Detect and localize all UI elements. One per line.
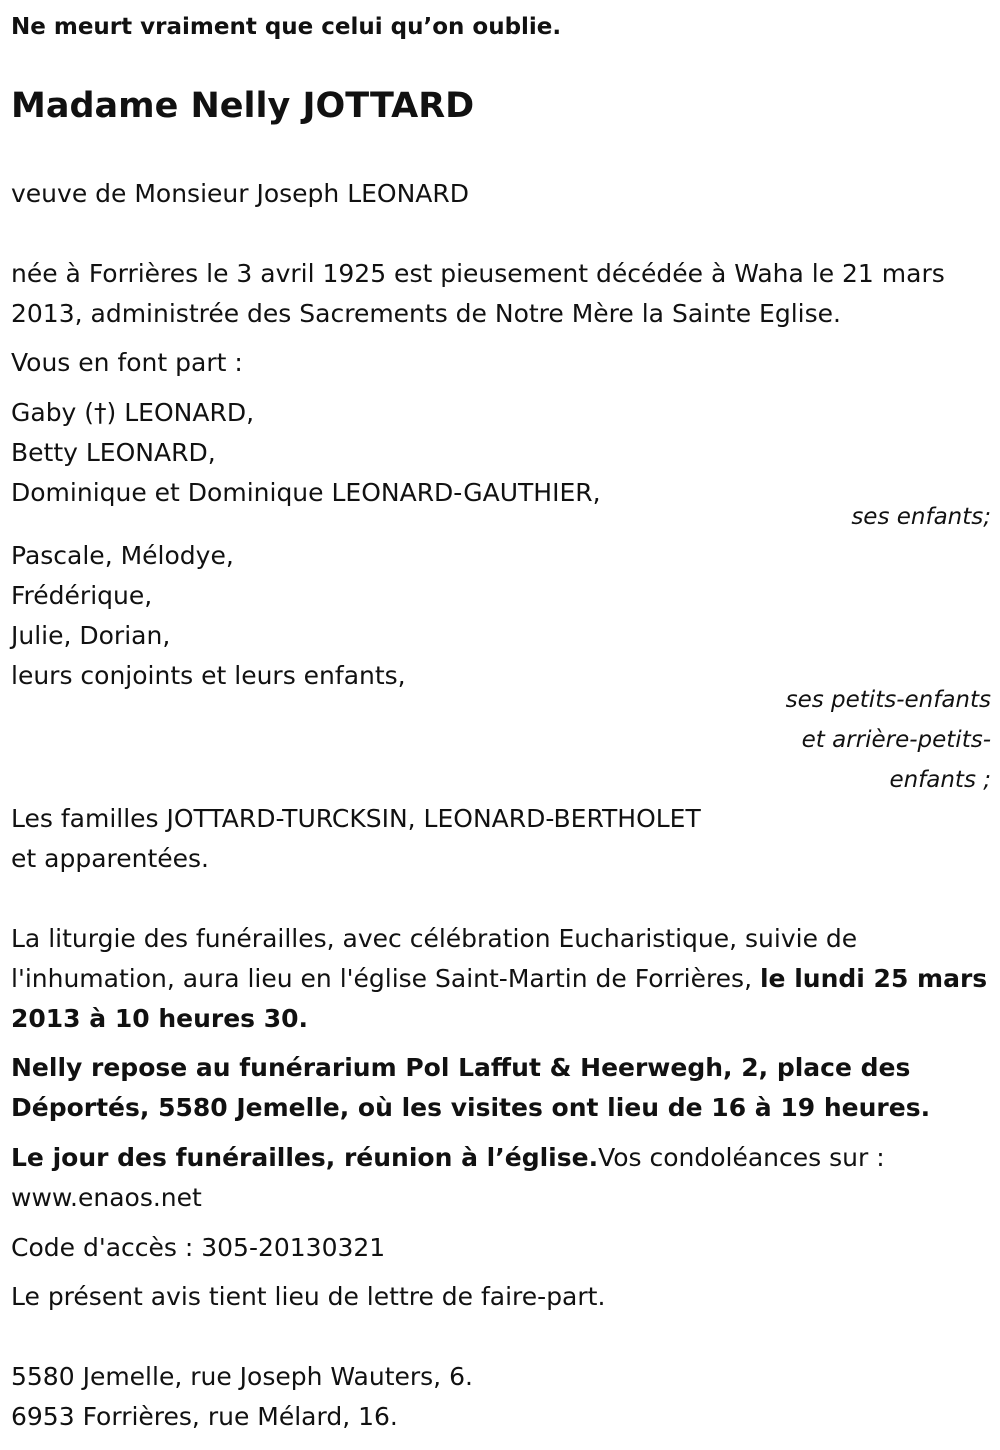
- families-line-2: et apparentées.: [11, 844, 209, 873]
- grandchildren-relation-line: ses petits-enfants: [785, 687, 991, 713]
- grandchild-name: Pascale, Mélodye,: [11, 541, 234, 570]
- child-name: Gaby (†) LEONARD,: [11, 398, 255, 427]
- funeral-meeting-text: Le jour des funérailles, réunion à l’église.: [11, 1143, 599, 1172]
- condolences-paragraph: [11, 1138, 989, 1218]
- grandchild-name: Julie, Dorian,: [11, 621, 171, 650]
- families-line-1: Les familles JOTTARD-TURCKSIN, LEONARD-BERTHOLET: [11, 804, 701, 833]
- liturgy-paragraph: [11, 919, 989, 1039]
- birth-death-line-2: 2013, administrée des Sacrements de Notre Mère la Sainte Eglise.: [11, 299, 841, 328]
- address-line: 5580 Jemelle, rue Joseph Wauters, 6.: [11, 1362, 473, 1391]
- grandchildren-relation-line: enfants ;: [889, 767, 991, 793]
- funerarium-paragraph: [11, 1048, 989, 1128]
- grandchild-name: Frédérique,: [11, 581, 153, 610]
- epigraph: Ne meurt vraiment que celui qu’on oublie.: [11, 14, 562, 40]
- grandchildren-relation-line: et arrière-petits-: [801, 727, 991, 753]
- liturgy-date: le lundi 25 mars 2013 à 10 heures 30.: [11, 964, 988, 1033]
- funerarium-text: Nelly repose au funérarium Pol Laffut & Heerwegh, 2, place des Déportés, 5580 Jemelle, où les visites ont lieu de 16 à 19 heures.: [11, 1053, 931, 1122]
- notice-line: Le présent avis tient lieu de lettre de faire-part.: [11, 1282, 606, 1311]
- child-name: Dominique et Dominique LEONARD-GAUTHIER,: [11, 478, 601, 507]
- grandchild-name: leurs conjoints et leurs enfants,: [11, 661, 406, 690]
- children-relation: ses enfants;: [851, 504, 991, 530]
- announce-line: Vous en font part :: [11, 348, 243, 377]
- birth-death-line-1: née à Forrières le 3 avril 1925 est pieusement décédée à Waha le 21 mars: [11, 259, 945, 288]
- condolences-text: Vos condoléances sur : www.enaos.net: [11, 1143, 885, 1212]
- deceased-name-title: Madame Nelly JOTTARD: [11, 86, 475, 126]
- access-code: Code d'accès : 305-20130321: [11, 1233, 386, 1262]
- address-line: 6953 Forrières, rue Mélard, 16.: [11, 1402, 398, 1431]
- widow-line: veuve de Monsieur Joseph LEONARD: [11, 179, 470, 208]
- child-name: Betty LEONARD,: [11, 438, 216, 467]
- liturgy-text: La liturgie des funérailles, avec célébration Eucharistique, suivie de l'inhumation, aura lieu en l'église Saint-Martin de Forrières,: [11, 924, 858, 993]
